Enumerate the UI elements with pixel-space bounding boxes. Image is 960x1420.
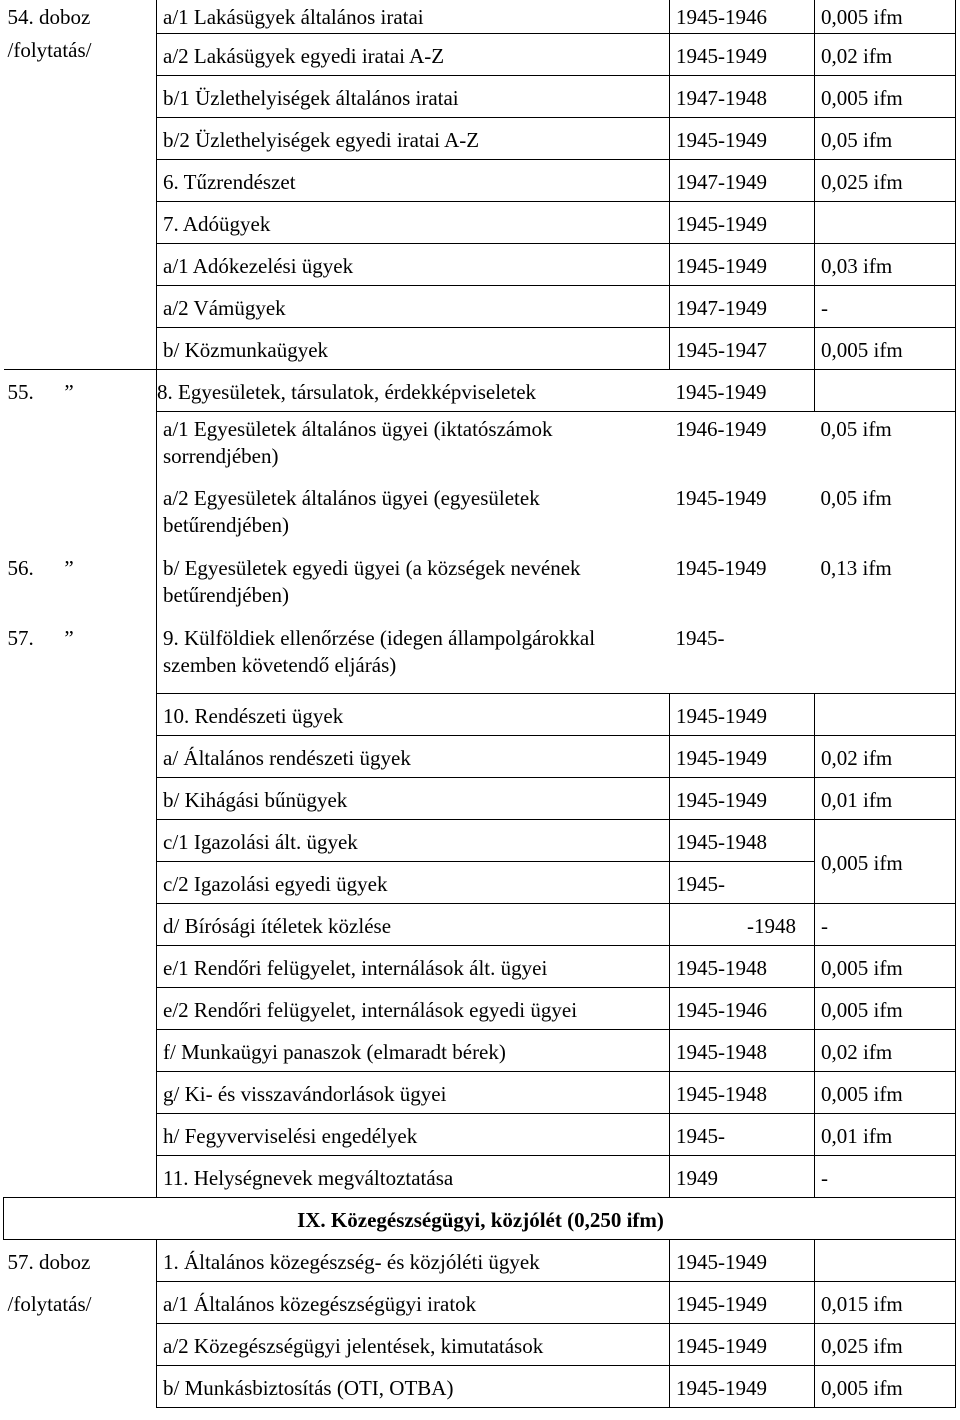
item-cell: c/2 Igazolási egyedi ügyek xyxy=(157,861,670,903)
years-cell: 1945-1948 xyxy=(670,1071,815,1113)
size-cell: - xyxy=(815,903,956,945)
item-title: Egyesületek, társulatok, érdekképviseletek xyxy=(178,379,537,404)
item-cell: a/1 Egyesületek általános ügyei (iktatószámok sorrendjében) xyxy=(163,416,553,468)
size-cell xyxy=(815,1239,956,1281)
size-cell: 0,02 ifm xyxy=(815,735,956,777)
item-number: 8. xyxy=(157,379,173,404)
box-cell xyxy=(4,481,157,551)
years-cell: 1945-1949 xyxy=(670,201,815,243)
box-cell xyxy=(4,75,157,117)
size-cell xyxy=(815,621,956,693)
years-cell: 1945-1949 xyxy=(670,777,815,819)
box-cell xyxy=(4,693,157,735)
size-cell: 0,005 ifm xyxy=(815,819,956,903)
box-cell xyxy=(4,819,157,861)
years-cell: 1945-1949 xyxy=(670,369,815,411)
years-cell: 1945- xyxy=(670,861,815,903)
box-cell xyxy=(4,117,157,159)
size-cell: 0,01 ifm xyxy=(815,1113,956,1155)
box-cell xyxy=(4,159,157,201)
item-cell: g/ Ki- és visszavándorlások ügyei xyxy=(157,1071,670,1113)
size-cell: 0,005 ifm xyxy=(815,987,956,1029)
years-cell: 1945-1949 xyxy=(670,243,815,285)
ditto-mark: ” xyxy=(64,379,74,404)
box-cell xyxy=(4,1071,157,1113)
item-cell: e/1 Rendőri felügyelet, internálások ált. ügyei xyxy=(157,945,670,987)
item-cell: b/1 Üzlethelyiségek általános iratai xyxy=(157,75,670,117)
size-cell: 0,05 ifm xyxy=(815,481,956,551)
years-cell: 1945-1949 xyxy=(670,1323,815,1365)
box-cell: 57. doboz xyxy=(4,1239,157,1281)
size-cell: 0,05 ifm xyxy=(815,411,956,481)
years-cell: 1945-1949 xyxy=(670,735,815,777)
box-cell: /folytatás/ xyxy=(4,1281,157,1323)
item-cell: 11. Helységnevek megváltoztatása xyxy=(157,1155,670,1197)
item-cell: a/2 Vámügyek xyxy=(157,285,670,327)
item-cell: a/1 Lakásügyek általános iratai xyxy=(157,0,670,33)
item-cell: a/2 Közegészségügyi jelentések, kimutatások xyxy=(157,1323,670,1365)
years-cell: 1947-1948 xyxy=(670,75,815,117)
item-cell: f/ Munkaügyi panaszok (elmaradt bérek) xyxy=(157,1029,670,1071)
size-cell: 0,03 ifm xyxy=(815,243,956,285)
box-number: 57. xyxy=(7,626,34,650)
item-cell: h/ Fegyverviselési engedélyek xyxy=(157,1113,670,1155)
item-cell: a/2 Egyesületek általános ügyei (egyesületek betűrendjében) xyxy=(163,486,540,537)
years-cell: 1945-1948 xyxy=(670,819,815,861)
size-cell: - xyxy=(815,1155,956,1197)
years-cell: 1945-1948 xyxy=(670,945,815,987)
years-cell: 1945-1949 xyxy=(675,556,767,580)
item-cell: b/ Kihágási bűnügyek xyxy=(157,777,670,819)
box-cell xyxy=(4,903,157,945)
years-cell: -1948 xyxy=(670,903,815,945)
box-cell xyxy=(4,987,157,1029)
item-cell: b/ Közmunkaügyek xyxy=(157,327,670,369)
size-cell xyxy=(815,201,956,243)
size-cell: 0,13 ifm xyxy=(815,551,956,621)
years-cell: 1945-1949 xyxy=(670,1365,815,1407)
size-cell: 0,005 ifm xyxy=(815,75,956,117)
years-cell: 1945-1949 xyxy=(670,1239,815,1281)
size-cell: - xyxy=(815,285,956,327)
years-cell: 1947-1949 xyxy=(670,159,815,201)
years-cell: 1945-1947 xyxy=(670,327,815,369)
item-cell: a/2 Lakásügyek egyedi iratai A-Z xyxy=(157,33,670,75)
years-cell: 1945-1948 xyxy=(670,1029,815,1071)
years-cell: 1945-1949 xyxy=(670,33,815,75)
size-cell: 0,01 ifm xyxy=(815,777,956,819)
item-cell: 9. Külföldiek ellenőrzése (idegen állampolgárokkal szemben követendő eljárás) xyxy=(157,621,670,693)
box-cell xyxy=(4,1029,157,1071)
box-number: 55. xyxy=(7,379,34,404)
item-cell: a/1 Adókezelési ügyek xyxy=(157,243,670,285)
size-cell: 0,025 ifm xyxy=(815,159,956,201)
box-cell xyxy=(4,285,157,327)
box-cell xyxy=(4,369,157,411)
years-cell: 1945- xyxy=(670,621,815,693)
item-cell: a/1 Általános közegészségügyi iratok xyxy=(157,1281,670,1323)
item-cell xyxy=(157,369,670,411)
item-cell: e/2 Rendőri felügyelet, internálások egyedi ügyei xyxy=(157,987,670,1029)
item-cell: 10. Rendészeti ügyek xyxy=(157,693,670,735)
years-cell: 1945- xyxy=(670,1113,815,1155)
box-number: 56. xyxy=(7,556,34,580)
box-cell xyxy=(4,861,157,903)
years-cell: 1945-1946 xyxy=(670,987,815,1029)
archive-inventory-table xyxy=(3,0,956,1408)
years-cell: 1949 xyxy=(670,1155,815,1197)
years-cell: 1947-1949 xyxy=(670,285,815,327)
box-cell: 54. doboz xyxy=(4,0,157,33)
size-cell xyxy=(815,369,956,411)
section-heading: IX. Közegészségügyi, közjólét (0,250 ifm) xyxy=(4,1197,956,1239)
ditto-mark: ” xyxy=(64,556,74,580)
box-cell xyxy=(4,327,157,369)
item-cell: b/ Egyesületek egyedi ügyei (a községek nevének betűrendjében) xyxy=(163,556,581,607)
box-cell xyxy=(4,551,157,621)
item-cell: 7. Adóügyek xyxy=(157,201,670,243)
item-cell: 1. Általános közegészség- és közjóléti ügyek xyxy=(157,1239,670,1281)
box-cell xyxy=(4,243,157,285)
box-cell xyxy=(4,411,157,481)
item-cell: b/ Munkásbiztosítás (OTI, OTBA) xyxy=(157,1365,670,1407)
size-cell: 0,005 ifm xyxy=(815,1365,956,1407)
size-cell: 0,005 ifm xyxy=(815,327,956,369)
ditto-mark: ” xyxy=(64,626,74,650)
size-cell: 0,025 ifm xyxy=(815,1323,956,1365)
years-cell: 1945-1949 xyxy=(670,693,815,735)
box-cell xyxy=(4,735,157,777)
item-cell: c/1 Igazolási ált. ügyek xyxy=(157,819,670,861)
size-cell xyxy=(815,693,956,735)
box-cell xyxy=(4,777,157,819)
years-cell: 1945-1949 xyxy=(675,486,767,510)
box-cell xyxy=(4,1113,157,1155)
item-cell: b/2 Üzlethelyiségek egyedi iratai A-Z xyxy=(157,117,670,159)
item-cell: 6. Tűzrendészet xyxy=(157,159,670,201)
box-cell xyxy=(4,201,157,243)
item-cell: d/ Bírósági ítéletek közlése xyxy=(157,903,670,945)
size-cell: 0,005 ifm xyxy=(815,1071,956,1113)
years-cell: 1946-1949 xyxy=(675,416,767,441)
item-cell: a/ Általános rendészeti ügyek xyxy=(157,735,670,777)
box-cell: /folytatás/ xyxy=(4,33,157,75)
size-cell: 0,05 ifm xyxy=(815,117,956,159)
size-cell: 0,02 ifm xyxy=(815,1029,956,1071)
years-cell: 1945-1949 xyxy=(670,1281,815,1323)
box-cell xyxy=(4,1365,157,1407)
box-cell xyxy=(4,945,157,987)
years-cell: 1945-1949 xyxy=(670,117,815,159)
size-cell: 0,015 ifm xyxy=(815,1281,956,1323)
box-cell xyxy=(4,1155,157,1197)
size-cell: 0,02 ifm xyxy=(815,33,956,75)
box-cell xyxy=(4,621,157,693)
years-cell: 1945-1946 xyxy=(670,0,815,33)
box-cell xyxy=(4,1323,157,1365)
size-cell: 0,005 ifm xyxy=(815,0,956,33)
size-cell: 0,005 ifm xyxy=(815,945,956,987)
